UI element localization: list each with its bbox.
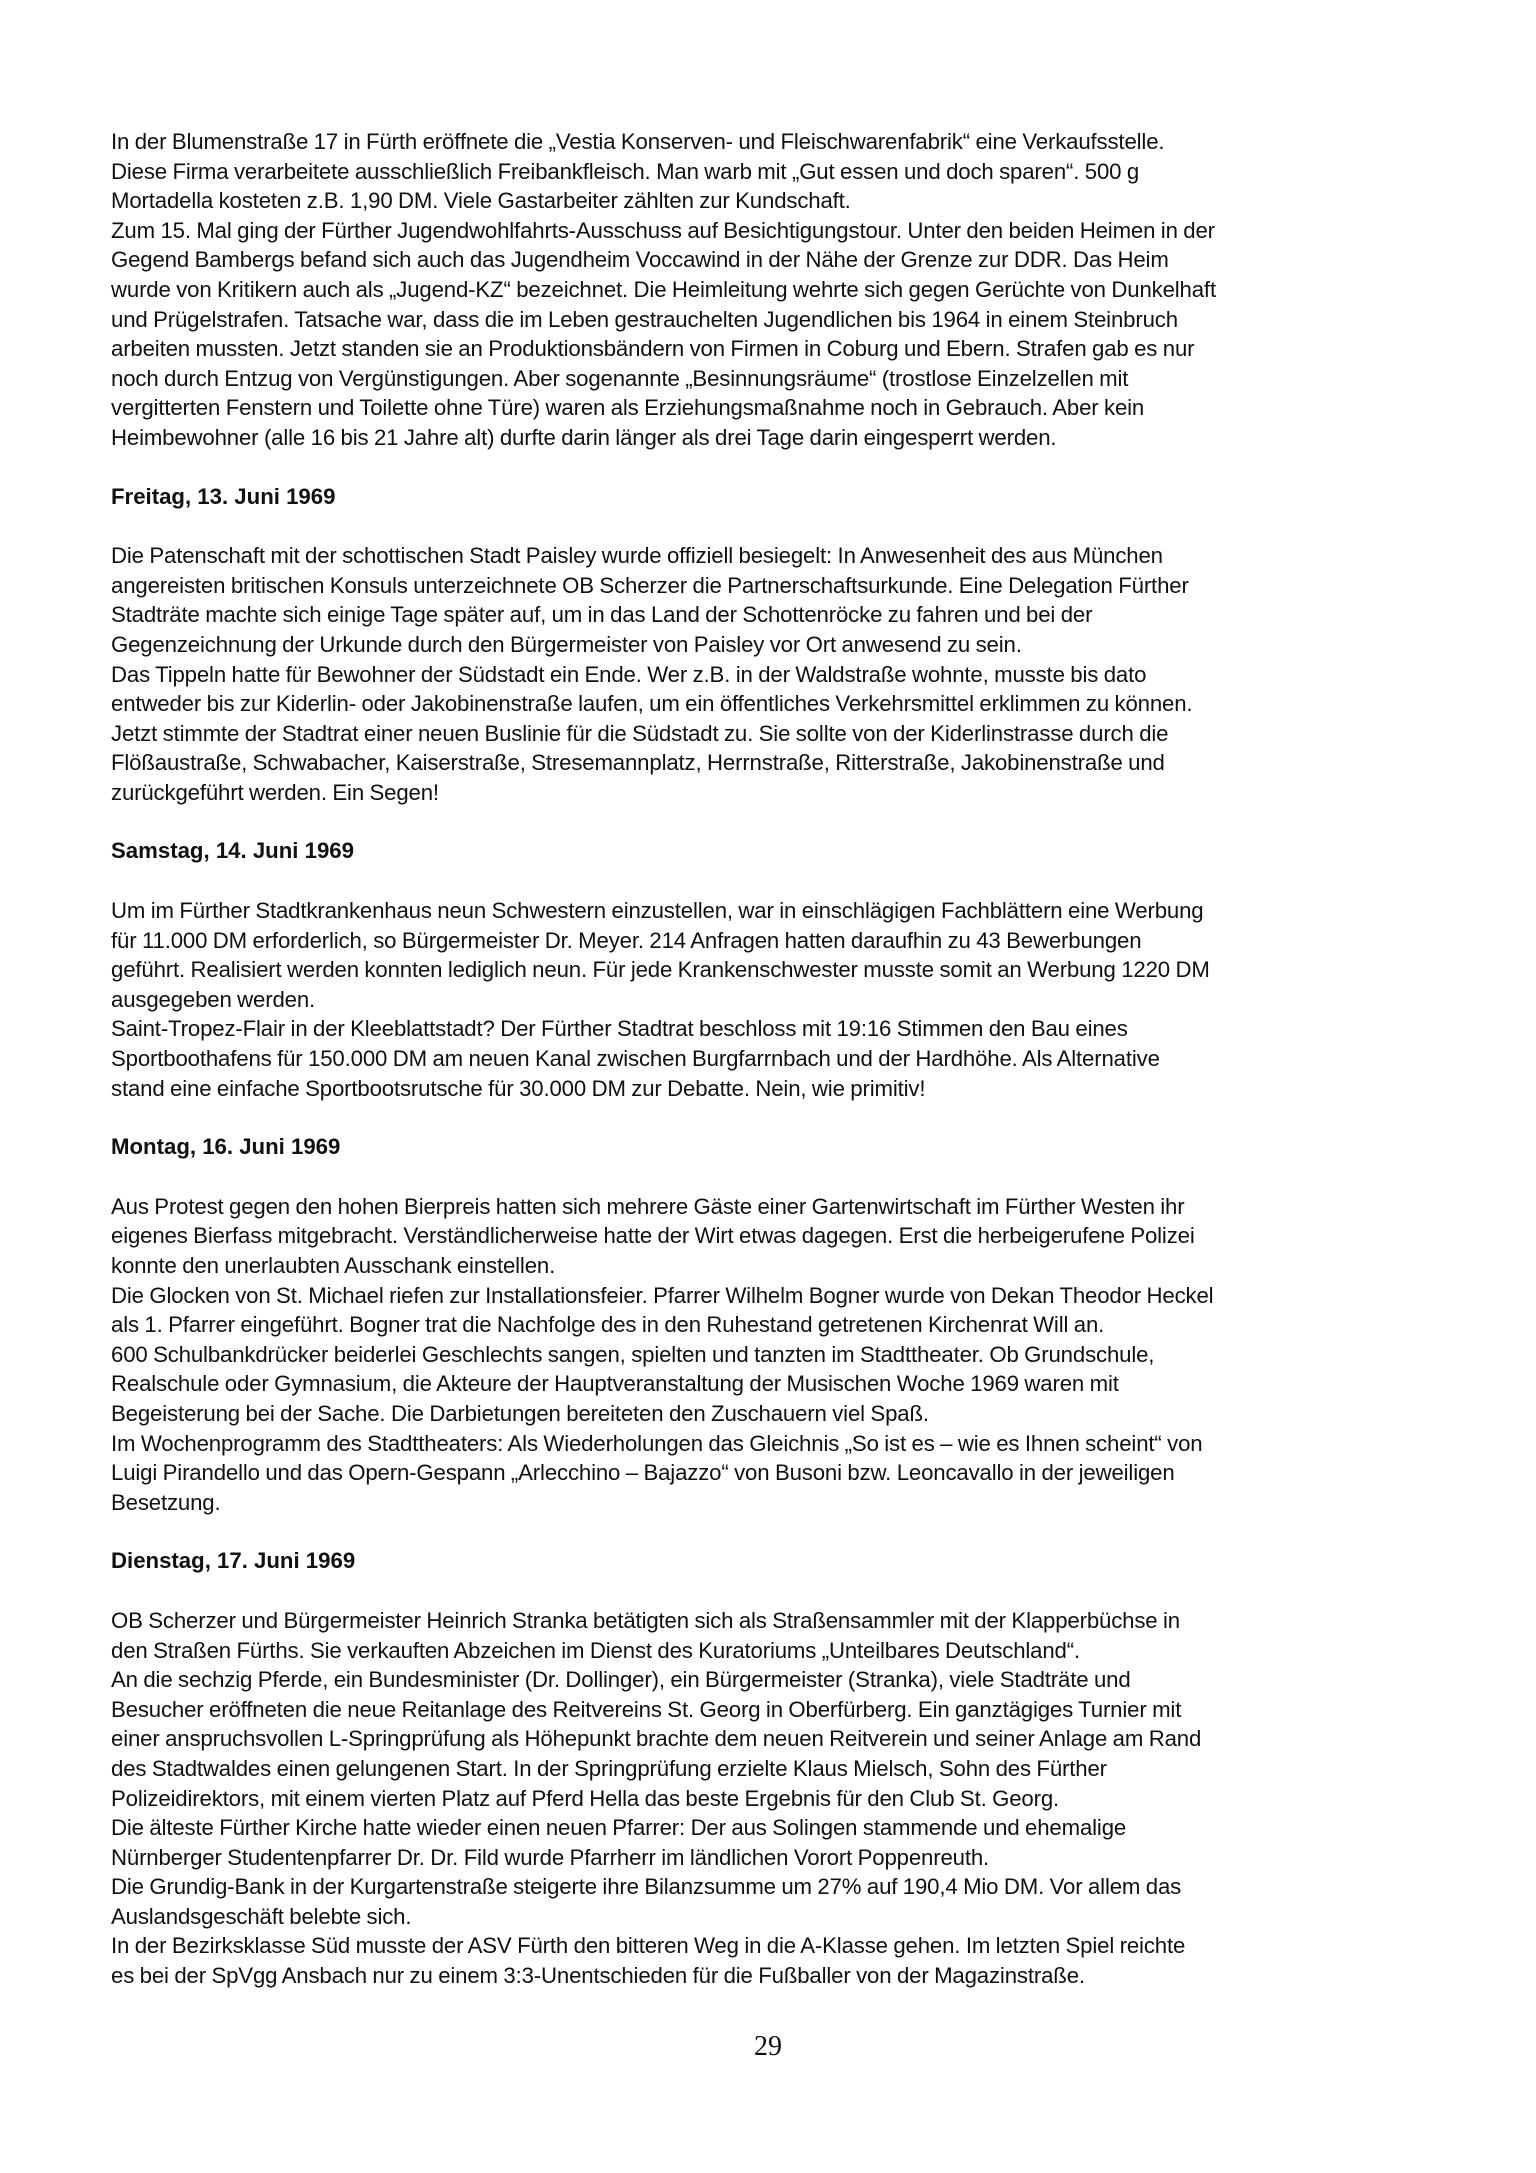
paragraph: An die sechzig Pferde, ein Bundesminister (Dr. Dollinger), ein Bürgermeister (Stranka), viele Stadträte und Besucher eröffneten die neue Reitanlage des Reitvereins St. Georg in Oberfürberg. Ein ganztägiges Turnier mit einer anspruchsvollen L-Springprüfung als Höhepunkt brachte dem neuen Reitverein und seiner Anlage am Rand des Stadtwaldes einen gelungenen Start. In der Springprüfung erzielte Klaus Mielsch, Sohn des Fürther Polizeidirektors, mit einem vierten Platz auf Pferd Hella das beste Ergebnis für den Club St. Georg.: [111, 1667, 1202, 1811]
page-number: 29: [754, 2031, 782, 2062]
paragraph: Das Tippeln hatte für Bewohner der Südstadt ein Ende. Wer z.B. in der Waldstraße wohnte, musste bis dato entweder bis zur Kiderlin- oder Jakobinenstraße laufen, um ein öffentliches Verkehrsmittel erklimmen zu können. Jetzt stimmte der Stadtrat einer neuen Buslinie für die Südstadt zu. Sie sollte von der Kiderlinstrasse durch die Flößaustraße, Schwabacher, Kaiserstraße, Stresemannplatz, Herrnstraße, Ritterstraße, Jakobinenstraße und zurückgeführt werden. Ein Segen!: [111, 661, 1193, 805]
paragraph: In der Bezirksklasse Süd musste der ASV Fürth den bitteren Weg in die A-Klasse gehen. Im letzten Spiel reichte es bei der SpVgg Ansbach nur zu einem 3:3-Unentschieden für die Fußballer von der Magazinstraße.: [111, 1933, 1186, 1989]
paragraph: Um im Fürther Stadtkrankenhaus neun Schwestern einzustellen, war in einschlägigen Fachblättern eine Werbung für 11.000 DM erforderlich, so Bürgermeister Dr. Meyer. 214 Anfragen hatten daraufhin zu 43 Bewerbungen geführt. Realisiert werden konnten lediglich neun. Für jede Krankenschwester musste somit an Werbung 1220 DM ausgegeben werden.: [111, 898, 1210, 1012]
paragraph: 600 Schulbankdrücker beiderlei Geschlechts sangen, spielten und tanzten im Stadttheater. Ob Grundschule, Realschule oder Gymnasium, die Akteure der Hauptveranstaltung der Musischen Woche 1969 waren mit Begeisterung bei der Sache. Die Darbietungen bereiteten den Zuschauern viel Spaß.: [111, 1341, 1155, 1426]
section-heading: Samstag, 14. Juni 1969: [111, 838, 354, 864]
paragraph: Aus Protest gegen den hohen Bierpreis hatten sich mehrere Gäste einer Gartenwirtschaft im Fürther Westen ihr eigenes Bierfass mitgebracht. Verständlicherweise hatte der Wirt etwas dagegen. Erst die herbeigerufene Polizei konnte den unerlaubten Ausschank einstellen.: [111, 1193, 1195, 1278]
document-page: [111, 127, 1441, 1991]
paragraph: Die Patenschaft mit der schottischen Stadt Paisley wurde offiziell besiegelt: In Anwesenheit des aus München angereisten britischen Konsuls unterzeichnete OB Scherzer die Partnerschaftsurkunde. Eine Delegation Fürther Stadträte machte sich einige Tage später auf, um in das Land der Schottenröcke zu fahren und bei der Gegenzeichnung der Urkunde durch den Bürgermeister von Paisley vor Ort anwesend zu sein.: [111, 543, 1189, 657]
section-heading: Dienstag, 17. Juni 1969: [111, 1548, 356, 1574]
paragraph: Die Glocken von St. Michael riefen zur Installationsfeier. Pfarrer Wilhelm Bogner wurde von Dekan Theodor Heckel als 1. Pfarrer eingeführt. Bogner trat die Nachfolge des in den Ruhestand getretenen Kirchenrat Will an.: [111, 1282, 1214, 1338]
section-heading: Freitag, 13. Juni 1969: [111, 483, 336, 509]
paragraph: Saint-Tropez-Flair in der Kleeblattstadt? Der Fürther Stadtrat beschloss mit 19:16 Stimmen den Bau eines Sportboothafens für 150.000 DM am neuen Kanal zwischen Burgfarrnbach und der Hardhöhe. Als Alternative stand eine einfache Sportbootsrutsche für 30.000 DM zur Debatte. Nein, wie primitiv!: [111, 1016, 1160, 1101]
paragraph: Die Grundig-Bank in der Kurgartenstraße steigerte ihre Bilanzsumme um 27% auf 190,4 Mio DM. Vor allem das Auslandsgeschäft belebte sich.: [111, 1874, 1182, 1929]
paragraph: Im Wochenprogramm des Stadttheaters: Als Wiederholungen das Gleichnis „So ist es – wie es Ihnen scheint“ von Luigi Pirandello und das Opern-Gespann „Arlecchino – Bajazzo“ von Busoni bzw. Leoncavallo in der jeweiligen Besetzung.: [111, 1430, 1203, 1515]
section-heading: Montag, 16. Juni 1969: [111, 1134, 341, 1160]
paragraph: OB Scherzer und Bürgermeister Heinrich Stranka betätigten sich als Straßensammler mit der Klapperbüchse in den Straßen Fürths. Sie verkauften Abzeichen im Dienst des Kuratoriums „Unteilbares Deutschland“.: [111, 1607, 1180, 1663]
paragraph: Zum 15. Mal ging der Fürther Jugendwohlfahrts-Ausschuss auf Besichtigungstour. Unter den beiden Heimen in der Gegend Bambergs befand sich auch das Jugendheim Voccawind in der Nähe der Grenze zur DDR. Das Heim wurde von Kritikern auch als „Jugend-KZ“ bezeichnet. Die Heimleitung wehrte sich gegen Gerüchte von Dunkelhaft und Prügelstrafen. Tatsache war, dass die im Leben gestrauchelten Jugendlichen bis 1964 in einem Steinbruch arbeiten mussten. Jetzt standen sie an Produktionsbändern von Firmen in Coburg und Ebern. Strafen gab es nur noch durch Entzug von Vergünstigungen. Aber sogenannte „Besinnungsräume“ (trostlose Einzelzellen mit vergitterten Fenstern und Toilette ohne Türe) waren als Erziehungsmaßnahme noch in Gebrauch. Aber kein Heimbewohner (alle 16 bis 21 Jahre alt) durfte darin länger als drei Tage darin eingesperrt werden.: [111, 217, 1216, 450]
paragraph: In der Blumenstraße 17 in Fürth eröffnete die „Vestia Konserven- und Fleischwarenfabrik“ eine Verkaufsstelle. Diese Firma verarbeitete ausschließlich Freibankfleisch. Man warb mit „Gut essen und doch sparen“. 500 g Mortadella kosteten z.B. 1,90 DM. Viele Gastarbeiter zählten zur Kundschaft.: [111, 129, 1165, 214]
paragraph: Die älteste Fürther Kirche hatte wieder einen neuen Pfarrer: Der aus Solingen stammende und ehemalige Nürnberger Studentenpfarrer Dr. Dr. Fild wurde Pfarrherr im ländlichen Vorort Poppenreuth.: [111, 1815, 1127, 1870]
